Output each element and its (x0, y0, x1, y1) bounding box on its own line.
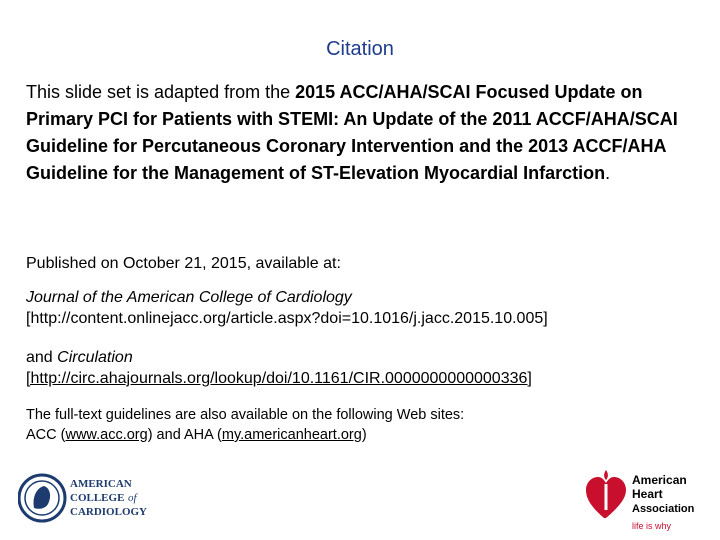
guideline-title: 2015 ACC/AHA/SCAI Focused Update on Primary PCI for Patients with STEMI: An Update of the 2011 ACCF/AHA/SCAI Guideline for Percutaneous Coronary Intervention and the 2013 ACCF/AHA Guideline for the Management of ST-Elevation Myocardial Infarction (26, 82, 678, 183)
jacc-journal-name: Journal of the American College of Cardiology (26, 289, 352, 306)
jacc-citation (26, 287, 548, 329)
aha-close: ) (361, 427, 367, 443)
circulation-journal-name: Circulation (57, 349, 133, 366)
acc-seal-icon (19, 475, 65, 521)
acc-logo-line3: CARDIOLOGY (70, 506, 148, 518)
fulltext-note (26, 405, 464, 445)
acc-logo-line2: COLLEGE (70, 492, 125, 504)
published-line: Published on October 21, 2015, available at: (26, 255, 341, 272)
acc-website-link[interactable]: www.acc.org (65, 427, 148, 443)
intro-prefix: This slide set is adapted from the (26, 82, 296, 102)
intro-suffix: . (605, 163, 611, 183)
aha-tagline: life is why (632, 521, 672, 531)
slide-title: Citation (326, 38, 394, 60)
acc-label: ACC ( (26, 427, 66, 443)
circulation-link[interactable]: [http://circ.ahajournals.org/lookup/doi/10.1161/CIR.0000000000000336] (26, 370, 532, 387)
aha-logo-line3: Association (632, 503, 695, 515)
fulltext-line: The full-text guidelines are also available on the following Web sites: (26, 407, 465, 423)
and-aha-label: and AHA ( (152, 427, 222, 443)
circulation-citation (26, 347, 532, 389)
circulation-prefix: and (26, 349, 58, 366)
acc-logo (18, 470, 168, 526)
acc-logo-line1: AMERICAN (70, 478, 132, 490)
aha-heart-torch-icon (586, 470, 626, 518)
intro-paragraph (26, 79, 712, 187)
aha-logo-line2: Heart (632, 487, 663, 501)
aha-website-link[interactable]: my.americanheart.org (221, 427, 362, 443)
acc-close: ) (147, 427, 153, 443)
aha-logo (582, 462, 712, 532)
acc-logo-line2b: of (128, 492, 137, 504)
jacc-link[interactable]: [http://content.onlinejacc.org/article.aspx?doi=10.1016/j.jacc.2015.10.005] (26, 310, 548, 327)
aha-logo-line1: American (632, 473, 687, 487)
